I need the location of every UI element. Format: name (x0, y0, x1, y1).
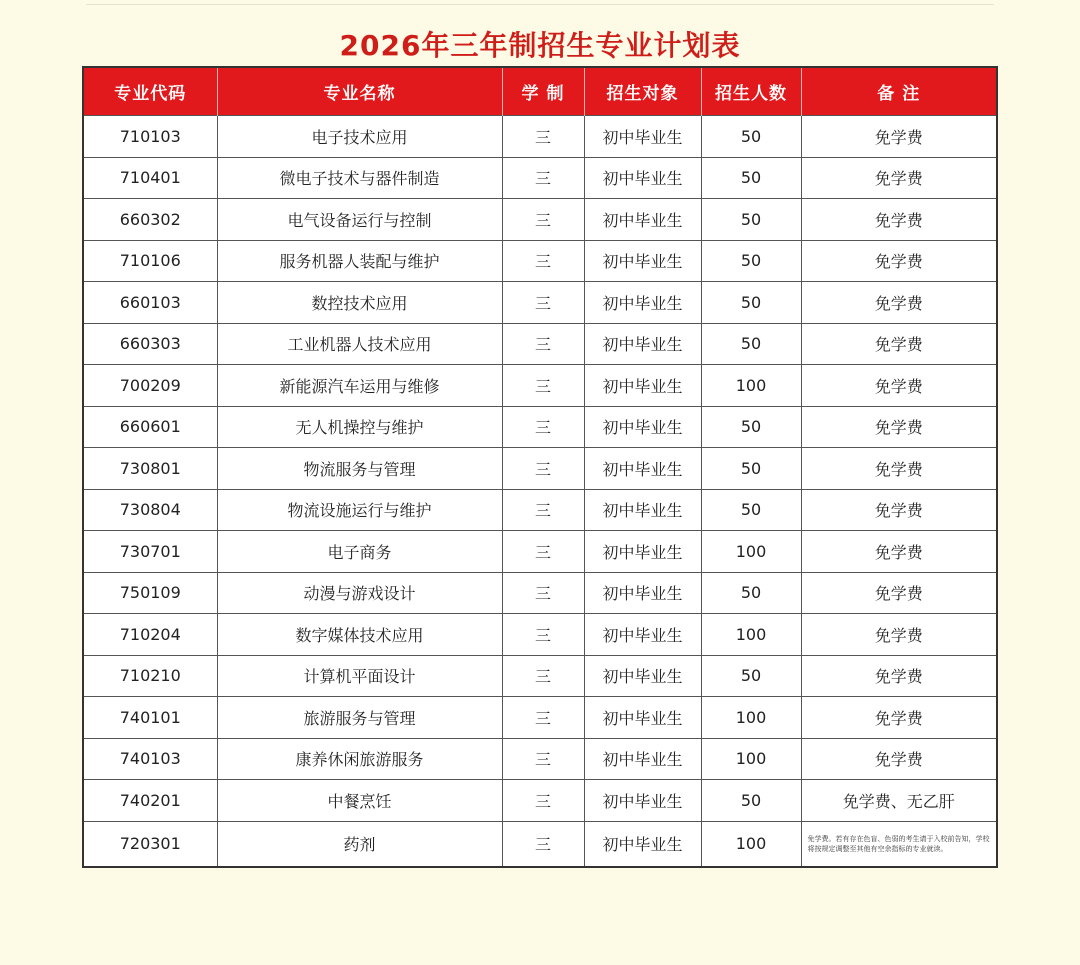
note: 免学费、无乙肝 (801, 780, 997, 822)
header-target: 招生对象 (584, 67, 701, 116)
header-note: 备 注 (801, 67, 997, 116)
header-duration: 学 制 (502, 67, 584, 116)
major-name: 服务机器人装配与维护 (217, 240, 502, 282)
count: 50 (701, 240, 801, 282)
header-code: 专业代码 (83, 67, 217, 116)
header-name: 专业名称 (217, 67, 502, 116)
note: 免学费 (801, 240, 997, 282)
top-divider (86, 4, 994, 5)
target: 初中毕业生 (584, 614, 701, 656)
major-code: 660302 (83, 199, 217, 241)
count: 50 (701, 323, 801, 365)
count: 50 (701, 406, 801, 448)
table-row (83, 614, 997, 656)
table-row (83, 738, 997, 780)
duration: 三 (502, 738, 584, 780)
major-name: 数字媒体技术应用 (217, 614, 502, 656)
table-header-row (83, 67, 997, 116)
major-code: 740201 (83, 780, 217, 822)
table-row (83, 157, 997, 199)
note: 免学费 (801, 531, 997, 573)
major-code: 730801 (83, 448, 217, 490)
major-name: 电子商务 (217, 531, 502, 573)
major-code: 710210 (83, 655, 217, 697)
target: 初中毕业生 (584, 738, 701, 780)
major-name: 电子技术应用 (217, 116, 502, 158)
target: 初中毕业生 (584, 240, 701, 282)
count: 50 (701, 116, 801, 158)
major-code: 710401 (83, 157, 217, 199)
duration: 三 (502, 116, 584, 158)
duration: 三 (502, 199, 584, 241)
count: 100 (701, 365, 801, 407)
major-code: 710103 (83, 116, 217, 158)
major-code: 720301 (83, 821, 217, 867)
table-row (83, 572, 997, 614)
note: 免学费 (801, 738, 997, 780)
count: 50 (701, 199, 801, 241)
target: 初中毕业生 (584, 157, 701, 199)
table-row (83, 780, 997, 822)
target: 初中毕业生 (584, 780, 701, 822)
note: 免学费 (801, 282, 997, 324)
count: 50 (701, 448, 801, 490)
major-name: 物流服务与管理 (217, 448, 502, 490)
table-row (83, 697, 997, 739)
count: 50 (701, 780, 801, 822)
note: 免学费 (801, 406, 997, 448)
major-code: 710204 (83, 614, 217, 656)
major-name: 动漫与游戏设计 (217, 572, 502, 614)
count: 50 (701, 282, 801, 324)
duration: 三 (502, 614, 584, 656)
table-row (83, 116, 997, 158)
major-name: 微电子技术与器件制造 (217, 157, 502, 199)
header-count: 招生人数 (701, 67, 801, 116)
major-name: 工业机器人技术应用 (217, 323, 502, 365)
enrollment-plan-table (82, 66, 998, 868)
count: 50 (701, 655, 801, 697)
note: 免学费 (801, 572, 997, 614)
table-row (83, 655, 997, 697)
note: 免学费。若有存在色盲、色弱的考生请于入校前告知，学校将按规定调整至其他有空余指标的专业就读。 (801, 821, 997, 867)
major-name: 物流设施运行与维护 (217, 489, 502, 531)
count: 100 (701, 697, 801, 739)
count: 100 (701, 821, 801, 867)
count: 100 (701, 531, 801, 573)
duration: 三 (502, 240, 584, 282)
target: 初中毕业生 (584, 282, 701, 324)
duration: 三 (502, 780, 584, 822)
major-code: 660601 (83, 406, 217, 448)
table-row (83, 199, 997, 241)
table-row (83, 531, 997, 573)
note: 免学费 (801, 655, 997, 697)
duration: 三 (502, 406, 584, 448)
target: 初中毕业生 (584, 655, 701, 697)
table-row (83, 489, 997, 531)
note: 免学费 (801, 365, 997, 407)
target: 初中毕业生 (584, 116, 701, 158)
note: 免学费 (801, 116, 997, 158)
table-row (83, 365, 997, 407)
table-row (83, 821, 997, 867)
major-code: 660103 (83, 282, 217, 324)
major-code: 730804 (83, 489, 217, 531)
duration: 三 (502, 157, 584, 199)
note: 免学费 (801, 448, 997, 490)
count: 50 (701, 157, 801, 199)
major-code: 750109 (83, 572, 217, 614)
target: 初中毕业生 (584, 323, 701, 365)
duration: 三 (502, 531, 584, 573)
major-name: 数控技术应用 (217, 282, 502, 324)
table-row (83, 448, 997, 490)
duration: 三 (502, 697, 584, 739)
duration: 三 (502, 572, 584, 614)
target: 初中毕业生 (584, 199, 701, 241)
major-name: 无人机操控与维护 (217, 406, 502, 448)
note: 免学费 (801, 697, 997, 739)
major-code: 730701 (83, 531, 217, 573)
duration: 三 (502, 821, 584, 867)
duration: 三 (502, 448, 584, 490)
target: 初中毕业生 (584, 531, 701, 573)
table-row (83, 240, 997, 282)
duration: 三 (502, 655, 584, 697)
target: 初中毕业生 (584, 406, 701, 448)
major-name: 计算机平面设计 (217, 655, 502, 697)
major-name: 新能源汽车运用与维修 (217, 365, 502, 407)
duration: 三 (502, 323, 584, 365)
target: 初中毕业生 (584, 365, 701, 407)
target: 初中毕业生 (584, 697, 701, 739)
major-code: 740101 (83, 697, 217, 739)
target: 初中毕业生 (584, 489, 701, 531)
duration: 三 (502, 489, 584, 531)
count: 50 (701, 572, 801, 614)
note: 免学费 (801, 614, 997, 656)
table-row (83, 282, 997, 324)
major-code: 660303 (83, 323, 217, 365)
major-name: 药剂 (217, 821, 502, 867)
duration: 三 (502, 365, 584, 407)
count: 100 (701, 614, 801, 656)
target: 初中毕业生 (584, 572, 701, 614)
note: 免学费 (801, 323, 997, 365)
note: 免学费 (801, 489, 997, 531)
table-row (83, 323, 997, 365)
table-row (83, 406, 997, 448)
major-name: 旅游服务与管理 (217, 697, 502, 739)
major-code: 710106 (83, 240, 217, 282)
target: 初中毕业生 (584, 821, 701, 867)
major-code: 740103 (83, 738, 217, 780)
note: 免学费 (801, 157, 997, 199)
page-title: 2026年三年制招生专业计划表 (339, 29, 741, 62)
note: 免学费 (801, 199, 997, 241)
major-name: 电气设备运行与控制 (217, 199, 502, 241)
count: 50 (701, 489, 801, 531)
count: 100 (701, 738, 801, 780)
duration: 三 (502, 282, 584, 324)
target: 初中毕业生 (584, 448, 701, 490)
major-code: 700209 (83, 365, 217, 407)
major-name: 中餐烹饪 (217, 780, 502, 822)
major-name: 康养休闲旅游服务 (217, 738, 502, 780)
